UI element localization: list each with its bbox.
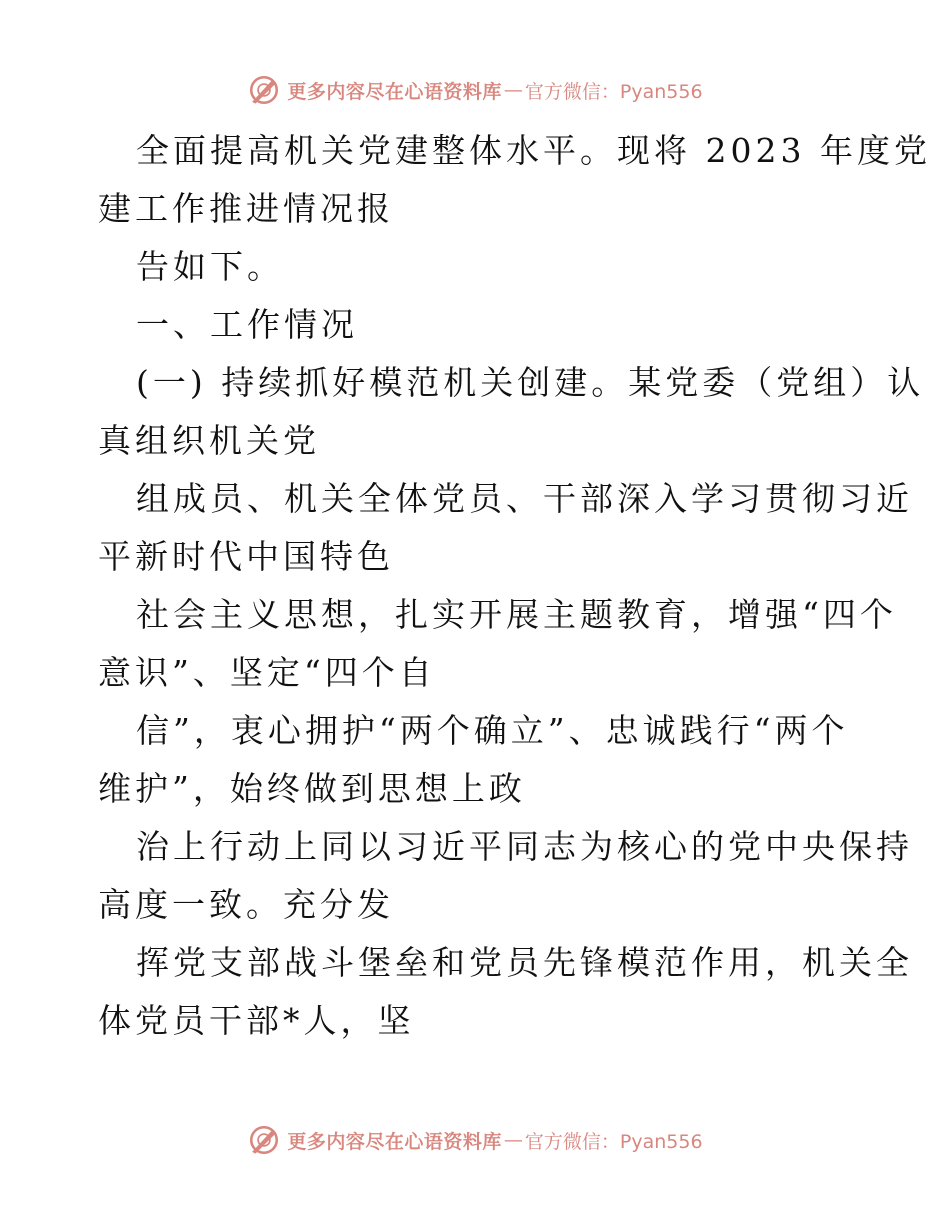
body-line: 全面提高机关党建整体水平。现将 2023 年度党 [136, 131, 931, 170]
body-line: 平新时代中国特色 [98, 537, 394, 576]
footer-banner-contact: 官方微信：Pyan556 [524, 1130, 703, 1153]
header-banner-separator: — [503, 79, 523, 101]
body-line: 信”，衷心拥护“两个确立”、忠诚践行“两个 [136, 711, 849, 750]
subsection-heading: (一) 持续抓好模范机关创建。某党委（党组）认 [136, 363, 925, 402]
body-line: 建工作推进情况报 [98, 189, 394, 228]
header-watermark-banner [0, 68, 950, 112]
body-line: 体党员干部*人，坚 [98, 1001, 415, 1040]
pen-logo-icon [247, 73, 281, 107]
body-line: 治上行动上同以习近平同志为核心的党中央保持 [136, 827, 913, 866]
body-line: 维护”，始终做到思想上政 [98, 769, 526, 808]
footer-watermark-banner [0, 1118, 950, 1162]
body-line: 社会主义思想，扎实开展主题教育，增强“四个 [136, 595, 897, 634]
body-line: 组成员、机关全体党员、干部深入学习贯彻习近 [136, 479, 913, 518]
document-body [98, 122, 931, 1050]
body-line: 挥党支部战斗堡垒和党员先锋模范作用，机关全 [136, 943, 913, 982]
body-line: 告如下。 [136, 247, 284, 286]
pen-logo-icon [247, 1123, 281, 1157]
section-heading: 一、工作情况 [136, 305, 358, 344]
header-banner-contact: 官方微信：Pyan556 [524, 80, 703, 103]
footer-banner-separator: — [503, 1129, 523, 1151]
body-line: 意识”、坚定“四个自 [98, 653, 436, 692]
footer-banner-text: 更多内容尽在心语资料库 [287, 1130, 502, 1153]
body-line: 高度一致。充分发 [98, 885, 394, 924]
header-banner-text: 更多内容尽在心语资料库 [287, 80, 502, 103]
body-line: 真组织机关党 [98, 421, 320, 460]
